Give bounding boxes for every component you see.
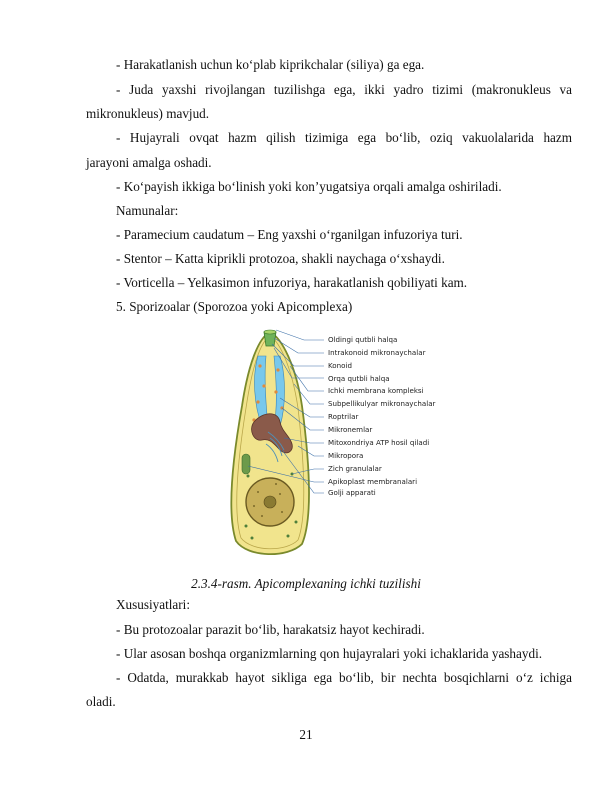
label-posterior-polar-ring: Orqa qutbli halqa (328, 374, 390, 383)
feature-life-cycle-line1: - Odatda, murakkab hayot sikliga ega bo‘lib, bir nechta bosqichlarni o‘z ichiga (116, 670, 572, 685)
paragraph-reproduction: - Ko‘payish ikkiga bo‘linish yoki kon’yugatsiya orqali amalga oshiriladi. (116, 179, 502, 194)
feature-parasite: - Bu protozoalar parazit bo‘lib, harakatsiz hayot kechiradi. (116, 622, 425, 637)
paragraph-digestion-line1: - Hujayrali ovqat hazm qilish tizimiga ega bo‘lib, oziq vakuolalarida hazm (116, 130, 572, 145)
example-stentor: - Stentor – Katta kiprikli protozoa, shakli naychaga o‘xshaydi. (116, 251, 445, 266)
apicomplexa-cell-diagram (218, 326, 468, 558)
label-micropore: Mikropora (328, 451, 364, 460)
label-golgi-apparatus: Golji apparati (328, 488, 376, 497)
label-conoid: Konoid (328, 361, 352, 370)
apicoplast (242, 454, 250, 474)
label-subpellicular-microtubules: Subpellikulyar mikronaychalar (328, 399, 436, 408)
label-dense-granules: Zich granulalar (328, 464, 382, 473)
label-rhoptries: Roptrilar (328, 412, 359, 421)
label-inner-membrane-complex: Ichki membrana kompleksi (328, 386, 424, 395)
example-vorticella: - Vorticella – Yelkasimon infuzoriya, harakatlanish qobiliyati kam. (116, 275, 468, 290)
section-heading-sporozoa: 5. Sporizoalar (Sporozoa yoki Apicomplexa) (116, 299, 353, 314)
page-number: 21 (299, 727, 313, 742)
label-micronemes: Mikronemlar (328, 425, 373, 434)
paragraph-nuclei-line1: - Juda yaxshi rivojlangan tuzilishga ega, ikki yadro tizimi (makronukleus va (116, 82, 572, 97)
label-intraconoid-microtubules: Intrakonoid mikronaychalar (328, 348, 426, 357)
label-mitochondrion: Mitoxondriya ATP hosil qiladi (328, 438, 430, 447)
examples-heading: Namunalar: (116, 203, 179, 218)
paragraph-digestion-line2: jarayoni amalga oshadi. (86, 155, 212, 170)
paragraph-nuclei-line2: mikronukleus) mavjud. (86, 106, 210, 121)
example-paramecium: - Paramecium caudatum – Eng yaxshi o‘rganilgan infuzoriya turi. (116, 227, 463, 242)
feature-life-cycle-line2: oladi. (86, 694, 116, 709)
feature-habitat: - Ular asosan boshqa organizmlarning qon hujayralari yoki ichaklarida yashaydi. (116, 646, 543, 661)
apicomplexa-figure (218, 326, 468, 558)
label-apicoplast-membranes: Apikoplast membranalari (328, 477, 418, 486)
paragraph-cilia: - Harakatlanish uchun ko‘plab kiprikchalar (siliya) ga ega. (116, 57, 425, 72)
figure-caption: 2.3.4-rasm. Apicomplexaning ichki tuzilishi (191, 576, 421, 591)
label-anterior-polar-ring: Oldingi qutbli halqa (328, 335, 398, 344)
features-heading: Xususiyatlari: (116, 597, 190, 612)
